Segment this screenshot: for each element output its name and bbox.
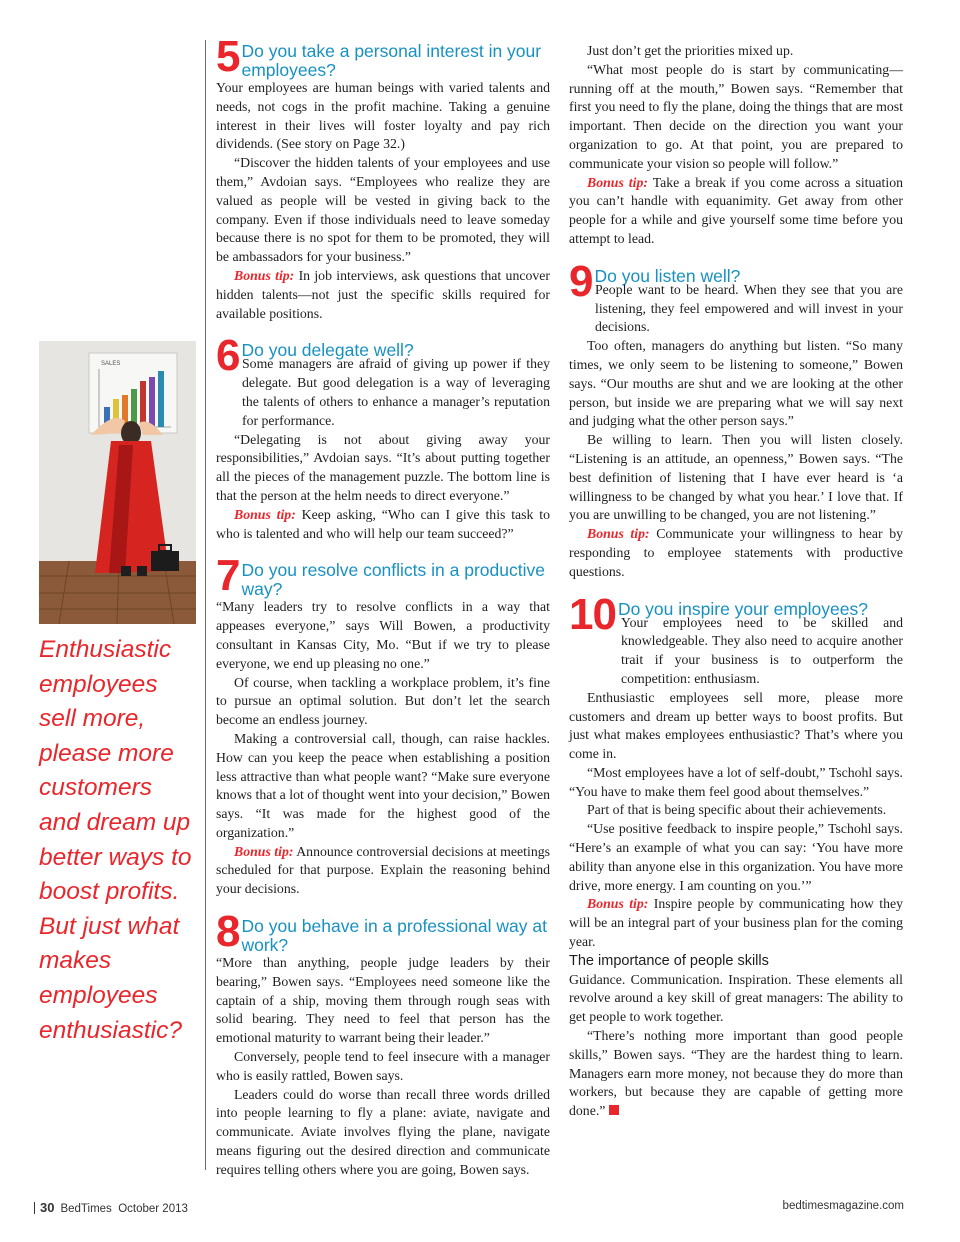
section-8: [216, 907, 550, 1180]
article-column-right: [569, 42, 903, 1121]
paragraph: Too often, managers do anything but listen. “So many times, we only seem to be listening to someone,” Bowen says. “Our mouths are shut and we are looking at the other person, but inside we are preparing what we will say next and judging what the other person says.”: [569, 338, 903, 429]
pull-quote: Enthusiastic employees sell more, please more customers and dream up better ways to boost profits. But just what makes employees enthusiastic?: [39, 636, 192, 1044]
section-9: [569, 256, 903, 582]
paragraph: Just don’t get the priorities mixed up.: [587, 43, 794, 58]
bonus-tip: [216, 843, 550, 899]
bonus-label: Bonus tip:: [234, 506, 296, 522]
paragraph: Making a controversial call, though, can raise hackles. How can you keep the peace when establishing a position less attractive than what people want? “Make sure everyone knows that a lot of thought went into your decision,” Bowen says. “It was made for the highest good of the organization.”: [216, 730, 550, 840]
paragraph: Part of that is being specific about their achievements.: [587, 802, 887, 818]
bonus-label: Bonus tip:: [234, 843, 294, 859]
paragraph: “Many leaders try to resolve conflicts in a way that appeases everyone,” says Will Bowen, a productivity consultant in Kansas City, Mo. “But if we try to please everyone, we end up pleasing no one.”: [216, 599, 550, 671]
section-heading: [216, 551, 550, 601]
paragraph: People want to be heard. When they see that you are listening, they feel empowered and will invest in your decisions.: [595, 281, 903, 335]
section-number: 6: [216, 331, 240, 381]
end-mark-icon: [609, 1105, 619, 1115]
paragraph: Your employees are human beings with varied talents and needs, not cogs in the profit machine. Taking a genuine interest in their lives will foster loyalty and pay rich dividends. (See story on Page 32.): [216, 80, 550, 152]
bonus-text: Announce controversial decisions at meetings scheduled for that purpose. Explain the reasoning behind your decisions.: [216, 843, 550, 897]
website-url: bedtimesmagazine.com: [782, 1200, 904, 1212]
section-title: Do you take a personal interest in your employees?: [241, 41, 542, 80]
paragraph: Conversely, people tend to feel insecure with a manager who is easily rattled, Bowen says.: [216, 1049, 550, 1083]
paragraph: Some managers are afraid of giving up power if they delegate. But good delegation is a way of leveraging the talents of others to enhance a manager’s reputation for performance.: [242, 356, 550, 428]
paragraph: Enthusiastic employees sell more, please more customers and dream up better ways to boost profits. But just what makes employees enthusiastic? That’s where you come in.: [569, 689, 903, 762]
section-number: 8: [216, 907, 240, 957]
paragraph-text: “There’s nothing more important than good people skills,” Bowen says. “They are the hardest thing to learn. Managers earn more money, not because they do more than workers, but because they are capable of getting more done.”: [569, 1028, 903, 1119]
closing-subhead: The importance of people skills: [569, 952, 769, 969]
bonus-tip: [569, 174, 903, 249]
section-title: Do you listen well?: [594, 265, 741, 286]
bonus-text: Take a break if you come across a situation you can’t handle with equanimity. Get away from other people for a while and give yourself some time before you attempt to lead.: [569, 174, 903, 246]
page-number: 30: [40, 1200, 55, 1215]
paragraph: Of course, when tackling a workplace problem, it’s fine to pursue an optimal solution. But don’t let the search become an endless journey.: [216, 674, 550, 728]
paragraph: “More than anything, people judge leaders by their bearing,” Bowen says. “Employees need someone like the captain of a ship, moving them through rough seas with solid bearing. They need to feel that person has the emotional maturity to warrant being their leader.”: [216, 955, 550, 1046]
article-column-left: [216, 32, 550, 1180]
bonus-text: Inspire people by communicating how they will be an integral part of your business plan for the coming year.: [569, 896, 903, 950]
bonus-tip: [216, 267, 550, 323]
businessman-cape-photo: [39, 341, 196, 624]
footer-divider: [34, 1202, 35, 1214]
issue-date: October 2013: [118, 1203, 188, 1215]
paragraph: Be willing to learn. Then you will listen closely. “Listening is an attitude, an openness,” Bowen says. “The best definition of listening that I have ever heard is ‘a willingness to be changed by what you hear.’ I love that. If you are unwilling to be changed, you are not listening.”: [569, 432, 903, 523]
section-10: [569, 589, 903, 952]
section-title: Do you behave in a professional way at work?: [241, 916, 547, 955]
paragraph: “Most employees have a lot of self-doubt,” Tschohl says. “You have to make them feel good about themselves.”: [569, 764, 903, 799]
section-title: Do you inspire your employees?: [617, 598, 868, 619]
paragraph: “Delegating is not about giving away your responsibilities,” Avdoian says. “It’s about putting together all the pieces of the management puzzle. The bottom line is that the person at the helm needs to direct everyone.”: [216, 431, 550, 503]
bonus-text: Communicate your willingness to hear by responding to employee statements with productive questions.: [569, 526, 903, 579]
bonus-label: Bonus tip:: [234, 267, 295, 283]
bonus-label: Bonus tip:: [587, 526, 650, 542]
column-divider: [205, 40, 206, 1170]
section-7: [216, 551, 550, 899]
section-number: 5: [216, 32, 240, 81]
bonus-tip: [569, 525, 903, 581]
paragraph: Guidance. Communication. Inspiration. These elements all revolve around a key skill of great managers: The ability to get people to work together.: [569, 971, 903, 1025]
section-number: 9: [569, 256, 593, 306]
magazine-name: BedTimes: [60, 1203, 112, 1215]
chart-label: SALES: [101, 361, 121, 367]
section-title: Do you delegate well?: [241, 340, 414, 361]
paragraph: Leaders could do worse than recall three words drilled into people learning to fly a plane: aviate, navigate and communicate. Aviate involves flying the plane, navigate means figuring out the desired direction and communicate requires telling others where you are going, Bowen says.: [216, 1086, 550, 1177]
paragraph: Your employees need to be skilled and knowledgeable. They also need to acquire another trait if your business is to outperform the competition: enthusiasm.: [621, 614, 903, 686]
section-number: 10: [569, 589, 616, 639]
section-6: [216, 331, 550, 543]
paragraph: “Discover the hidden talents of your employees and use them,” Avdoian says. “Employees who realize they are valued as people will be vested in giving back to the company. Even if those individuals need to leave someday because there is no spot for them to be promoted, they will be ambassadors for your business.”: [216, 155, 550, 265]
page-footer: [34, 1200, 188, 1215]
paragraph: “Use positive feedback to inspire people,” Tschohl says. “Here’s an example of what you can say: ‘You have more ability than anyone else in this organization. You have more drive, more energy. I am counting on you.’”: [569, 821, 903, 893]
closing-final-paragraph: [569, 1027, 903, 1121]
bonus-label: Bonus tip:: [587, 896, 649, 912]
bonus-label: Bonus tip:: [587, 174, 648, 190]
section-5: [216, 32, 550, 323]
bonus-text: Keep asking, “Who can I give this task to who is talented and who will help our team succeed?”: [216, 506, 550, 541]
bonus-tip: [216, 506, 550, 544]
section-number: 7: [216, 551, 240, 601]
bonus-text: In job interviews, ask questions that uncover hidden talents—not just the specific skills required for available positions.: [216, 267, 550, 321]
paragraph: “What most people do is start by communicating—running off at the mouth,” Bowen says. “Remember that first you need to fly the plane, doing the things that are most important. Then decide on the direction you want your organization to go. At that point, you are prepared to communicate your vision so people will follow.”: [569, 61, 903, 171]
section-heading: [216, 907, 550, 957]
section-heading: [216, 32, 550, 81]
section-title: Do you resolve conflicts in a productive way?: [241, 560, 545, 599]
bonus-tip: [569, 895, 903, 951]
